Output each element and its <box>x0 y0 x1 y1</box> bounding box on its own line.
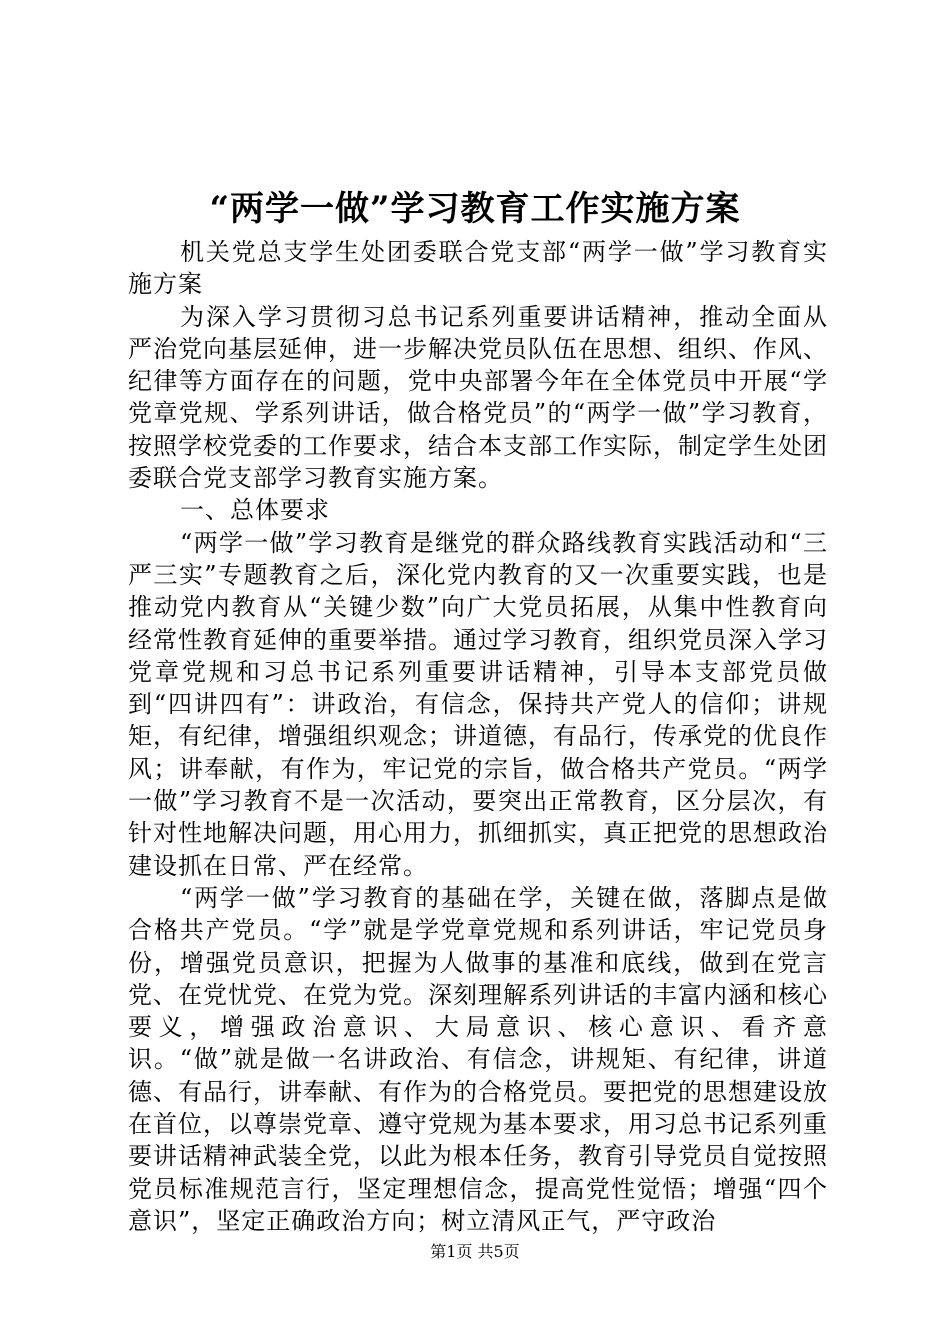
document-title: “两学一做”学习教育工作实施方案 <box>209 189 741 229</box>
paragraph-subtitle: 机关党总支学生处团委联合党支部“两学一做”学习教育实施方案 <box>128 238 828 299</box>
paragraph-general-requirements: “两学一做”学习教育是继党的群众路线教育实践活动和“三严三实”专题教育之后，深化党内教育的又一次重要实践，也是推动党内教育从“关键少数”向广大党员拓展，从集中性教育向经常性教育延伸的重要举措。通过学习教育，组织党员深入学习党章党规和习总书记系列重要讲话精神，引导本支部党员做到“四讲四有”：讲政治，有信念，保持共产党人的信仰；讲规矩，有纪律，增强组织观念；讲道德，有品行，传承党的优良作风；讲奉献，有作为，牢记党的宗旨，做合格共产党员。“两学一做”学习教育不是一次活动，要突出正常教育，区分层次，有针对性地解决问题，用心用力，抓细抓实，真正把党的思想政治建设抓在日常、严在经常。 <box>128 528 828 880</box>
page-footer: 第1页 共5页 <box>430 1242 520 1261</box>
document-body <box>128 236 828 1237</box>
paragraph-learn-and-do: “两学一做”学习教育的基础在学，关键在做，落脚点是做合格共产党员。“学”就是学党章党规和系列讲话，牢记党员身份，增强党员意识，把握为人做事的基准和底线，做到在党言党、在党忧党、在党为党。深刻理解系列讲话的丰富内涵和核心要义，增强政治意识、大局意识、核心意识、看齐意识。“做”就是做一名讲政治、有信念，讲规矩、有纪律，讲道德、有品行，讲奉献、有作为的合格党员。要把党的思想建设放在首位，以尊崇党章、遵守党规为基本要求，用习总书记系列重要讲话精神武装全党，以此为根本任务，教育引导党员自觉按照党员标准规范言行，坚定理想信念，提高党性觉悟；增强“四个意识”，坚定正确政治方向；树立清风正气，严守政治 <box>128 883 828 1235</box>
section-heading-general-requirements: 一、总体要求 <box>180 496 330 525</box>
paragraph-intro: 为深入学习贯彻习总书记系列重要讲话精神，推动全面从严治党向基层延伸，进一步解决党员队伍在思想、组织、作风、纪律等方面存在的问题，党中央部署今年在全体党员中开展“学党章党规、学系列讲话，做合格党员”的“两学一做”学习教育，按照学校党委的工作要求，结合本支部工作实际，制定学生处团委联合党支部学习教育实施方案。 <box>128 302 828 493</box>
